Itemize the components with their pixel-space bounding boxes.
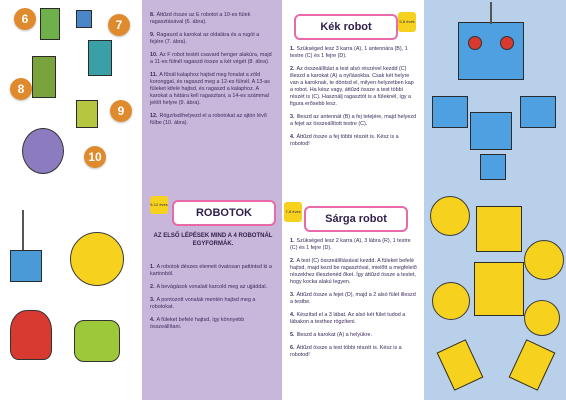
robotok-subtitle: AZ ELSŐ LÉPÉSEK MIND A 4 ROBOTNÁL EGYFORMÁK. [153, 233, 273, 247]
sarga-step: 6. Áttűzd össze a test többi részét is. Kész is a robotod! [290, 345, 402, 358]
blue-robot-head-part [458, 22, 524, 80]
age-badge-robotok: 5-12 éves [150, 196, 168, 214]
blue-robot-body-part [470, 112, 512, 150]
figure-robot-teal [88, 40, 112, 76]
sarga-robot-title: Sárga robot [304, 206, 408, 232]
robotok-step: 2. A bevágások vonalait karcold meg az ujjáddal. [150, 284, 268, 290]
figure-robot-green-tall [32, 56, 56, 98]
sarga-step: 2. A test (C) összeállításával kezdd. A füleket befelé hajtsd, majd kezd be ragasztóval, mielőtt a megfelelő részekhez illesztenéd őket. Így áttűzd össze a testet, hogy kocka alakú legyen. [290, 258, 417, 285]
yellow-robot-leg-part [437, 339, 484, 391]
parts-illustration-column [424, 0, 566, 400]
mid-step: 10. Az F robot testét csavard henger alakúra, majd a 11-es fülnél ragaszd össze a két végét (8. ábra). [150, 52, 272, 65]
yellow-gear-part [524, 300, 560, 336]
yellow-gear-robot-illustration [70, 232, 124, 286]
antenna-icon [22, 210, 24, 250]
yellow-gear-part [430, 196, 470, 236]
figure-robot-lime [76, 100, 98, 128]
age-badge-sarga: 7-8 éves [284, 202, 302, 222]
robotok-step: 3. A pontozott vonalak mentén hajtsd meg a robotokat. [150, 297, 256, 310]
antenna-icon [490, 2, 492, 24]
sarga-step: 5. Illeszd a karokat (A) a helyükre. [290, 332, 373, 338]
yellow-robot-leg-part [509, 339, 556, 391]
age-badge-kek: 5-8 évek [398, 12, 416, 32]
green-spider-robot-illustration [74, 320, 120, 362]
figure-robot-blue-small [76, 10, 92, 28]
blue-robot-arm-part [520, 96, 556, 128]
yellow-robot-head-part [476, 206, 522, 252]
sarga-step: 1. Szükséged lesz 2 karra (A), 3 lábra (R), 1 testre (C) és 1 fejre (D). [290, 238, 411, 251]
robotok-step: 1. A robotok dészes elemeit óvatosan pattintsd ki a kartonból. [150, 264, 272, 277]
figure-number-10: 10 [84, 146, 106, 168]
yellow-gear-part [524, 240, 564, 280]
robotok-title: ROBOTOK [172, 200, 276, 226]
mid-step: 8. Áttűzd össze az E robotot a 10-es fülek ragasztásával (6. ábra). [150, 12, 251, 25]
middle-column [142, 0, 282, 400]
figure-robot-green [40, 8, 60, 40]
figure-number-7: 7 [108, 14, 130, 36]
mid-step: 11. A fűnál kalaphoz hajtsd meg fonalat a zöld koronggal, és ragaszd meg a 12-es fülnél. A 13-as füleket kifelé hajtsd, és ragaszd a kalaphoz. A karokat a hátára kell ragasztani, a 14-es számmal jelölt helyre (9. ábra). [150, 72, 270, 106]
yellow-gear-part [432, 282, 470, 320]
blue-robot-small-part [480, 154, 506, 180]
sarga-step: 3. Áttűzd össze a fejet (D), majd a 2 alsó fület illeszd a testbe. [290, 292, 416, 305]
sarga-step: 4. Készítsd el a 3 lábat. Az alsó két fület tudod a lábakon a testhez rögzíteni. [290, 312, 406, 325]
mid-step: 9. Ragaszd a karokat az oldalára és a rugót a fejére (7. ábra). [150, 32, 260, 45]
kek-step: 1. Szükséged lesz 3 karra (A), 1 antennára (B), 1 testre (C) és 1 fejre (D). [290, 46, 408, 59]
sarga-step-list [290, 238, 418, 365]
kek-step-list [290, 46, 418, 154]
kek-robot-title: Kék robot [294, 14, 398, 40]
robotok-step: 4. A füleket befelé hajtsd, így könnyebb összeállítani. [150, 317, 245, 330]
blue-robot-arm-part [432, 96, 468, 128]
figure-number-9: 9 [110, 100, 132, 122]
figure-number-8: 8 [10, 78, 32, 100]
mid-step-list [150, 12, 274, 133]
eye-icon [468, 36, 482, 50]
right-column [282, 0, 424, 400]
robotok-step-list [150, 264, 274, 337]
yellow-robot-body-part [474, 262, 524, 316]
kek-step: 3. Illeszd az antennát (B) a fej tetejére, majd helyezd a fejet az összeállított testre (C). [290, 114, 417, 127]
mid-step: 12. Rögzítsd/helyezd el a robotokat az ajtón lévő fülbe (10. ábra). [150, 113, 267, 126]
figure-number-6: 6 [14, 8, 36, 30]
blue-robot-illustration [10, 250, 42, 282]
figure-ring [22, 128, 64, 174]
kek-step: 2. Az összeállítást a test alsó részével kezdd (C) illeszd a karokat (A) a nyílásokba. Csak két helyre van a karoknak, te döntsd el, milyen helyzetben kap a robot. Ha kész vagy, áttűzd össze a test többi részét is (C). Használj ragasztót is a füleknél, így a figura erősebb lesz. [290, 66, 414, 107]
red-robot-illustration [10, 310, 52, 360]
left-figures-column [0, 0, 142, 400]
eye-icon [500, 36, 514, 50]
kek-step: 4. Áttűzd össze a fej többi részét is. Kész is a robotod! [290, 134, 399, 147]
